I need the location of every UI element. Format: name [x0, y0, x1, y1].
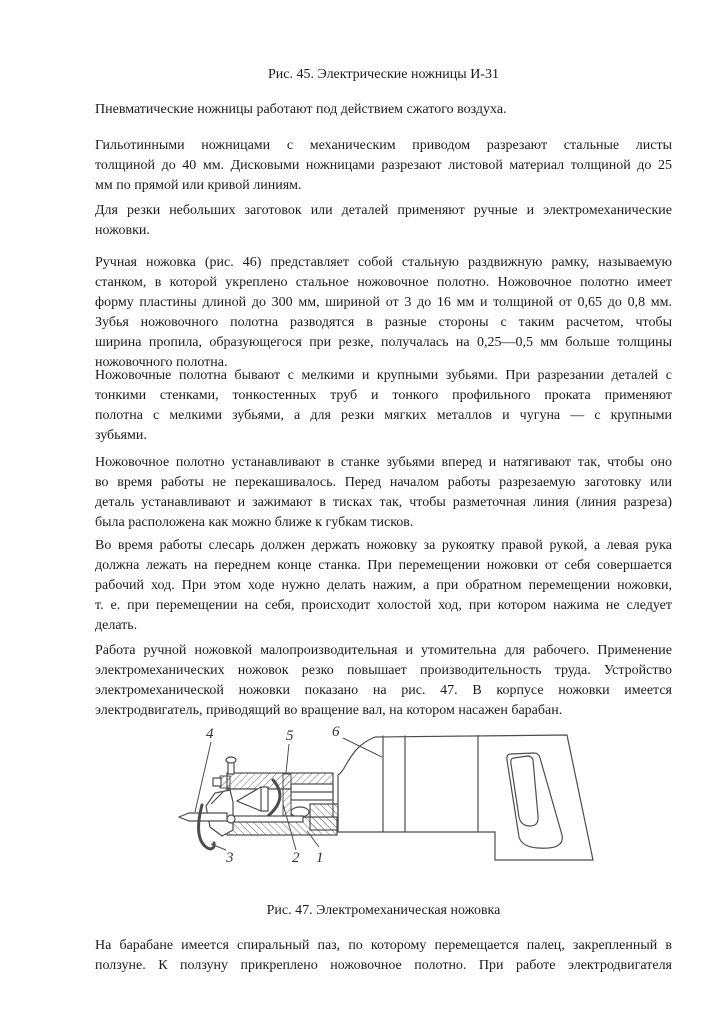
paragraph-line: На барабане имеется спиральный паз, по которому перемещается палец, закрепленный в: [95, 938, 672, 953]
part-label-4: 4: [206, 726, 214, 742]
clamp-bolt: [213, 778, 221, 786]
figure-45-caption: Рис. 45. Электрические ножницы И-31: [268, 67, 499, 82]
paragraph-line: станком, в которой укреплено стальное ножовочное полотно. Ножовочное полотно имеет: [95, 275, 672, 290]
paragraph-line: т. е. при перемещении на себя, происходит холостой ход, при котором нажима не следует: [95, 598, 672, 613]
paragraph-line: зубьями.: [95, 428, 147, 443]
paragraph-line: деталь устанавливают и зажимают в тисках так, чтобы разметочная линия (линия разреза): [95, 495, 672, 510]
section-right-block: [310, 804, 338, 830]
part-label-2: 2: [292, 850, 300, 866]
paragraph-line: полотна с мелкими зубьями, а для резки мягких металлов и чугуна — с крупными: [95, 408, 672, 423]
leader-line-6: [343, 738, 382, 757]
paragraph-line: ползуне. К ползуну прикреплено ножовочное полотно. При работе электродвигателя: [95, 958, 672, 973]
clamp-pin: [227, 815, 235, 823]
paragraph-line: ножовки.: [95, 223, 150, 238]
paragraph: [95, 201, 672, 241]
paragraph-line: ножовочного полотна.: [95, 355, 228, 370]
paragraph-line: ширина пропила, образующегося при резке, получалась на 0,25—0,5 мм больше толщины: [95, 335, 672, 350]
leader-line-5: [286, 744, 289, 773]
paragraph-line: электромеханических ножовок резко повышает производительность труда. Устройство: [95, 663, 672, 678]
paragraph: [95, 136, 672, 196]
paragraph-line: мм по прямой или кривой линиям.: [95, 178, 302, 193]
handle-grip-hole: [511, 756, 538, 826]
figure-47: [173, 714, 605, 882]
paragraph-line: должна лежать на переднем конце станка. При перемещении ножовки от себя совершается: [95, 558, 672, 573]
paragraph-line: Гильотинными ножницами с механическим приводом разрезают стальные листы: [95, 138, 672, 153]
paragraph-line: электромеханической ножовки показано на рис. 47. В корпусе ножовки имеется: [95, 683, 672, 698]
handle-outer-outline: [507, 753, 562, 848]
paragraph-line: Ручная ножовка (рис. 46) представляет собой стальную раздвижную рамку, называемую: [95, 255, 672, 270]
paragraph-line: Пневматические ножницы работают под действием сжатого воздуха.: [95, 102, 507, 117]
paragraph-line: рабочий ход. При этом ходе нужно делать нажим, а при обратном перемещении ножовки,: [95, 578, 672, 593]
hacksaw-cross-section-drawing: [173, 714, 605, 882]
part-label-3: 3: [226, 850, 234, 866]
paragraph-line: толщиной до 40 мм. Дисковыми ножницами разрезают листовой материал толщиной до 25: [95, 158, 672, 173]
paragraph-line: тонкими стенками, тонкостенных труб и тонкого профильного проката применяют: [95, 388, 672, 403]
paragraph: [95, 366, 672, 446]
paragraph-line: Ножовочное полотно устанавливают в станке зубьями вперед и натягивают так, чтобы оно: [95, 455, 672, 470]
part-label-1: 1: [316, 850, 324, 866]
paragraph: [95, 253, 672, 373]
figure-47-caption: Рис. 47. Электромеханическая ножовка: [266, 903, 501, 918]
part-label-5: 5: [286, 728, 294, 744]
paragraph: [95, 453, 672, 533]
part-label-6: 6: [332, 724, 340, 740]
paragraph: [95, 936, 672, 976]
saw-blade: [179, 813, 227, 821]
paragraph-line: форму пластины длиной до 300 мм, шириной от 3 до 16 мм и толщиной от 0,65 до 0,8 мм.: [95, 295, 672, 310]
paragraph-line: во время работы не перекашивалось. Перед началом работы разрезаемую заготовку или: [95, 475, 672, 490]
paragraph-line: электродвигатель, приводящий во вращение вал, на котором насажен барабан.: [95, 703, 563, 718]
paragraph-line: была расположена как можно ближе к губкам тисков.: [95, 515, 414, 530]
paragraph-line: делать.: [95, 618, 138, 633]
paragraph-line: Работа ручной ножовкой малопроизводительная и утомительна для рабочего. Применение: [95, 643, 672, 658]
paragraph: [95, 100, 672, 120]
paragraph-line: Для резки небольших заготовок или деталей применяют ручные и электромеханические: [95, 203, 672, 218]
stem-cap: [226, 757, 236, 763]
paragraph-line: Во время работы слесарь должен держать ножовку за рукоятку правой рукой, а левая рука: [95, 538, 672, 553]
paragraph: [95, 536, 672, 636]
paragraph-line: Зубья ножовочного полотна разводятся в разные стороны с таким расчетом, чтобы: [95, 315, 672, 330]
paragraph: [95, 641, 672, 721]
paragraph-line: Ножовочные полотна бывают с мелкими и крупными зубьями. При разрезании деталей с: [95, 368, 672, 383]
